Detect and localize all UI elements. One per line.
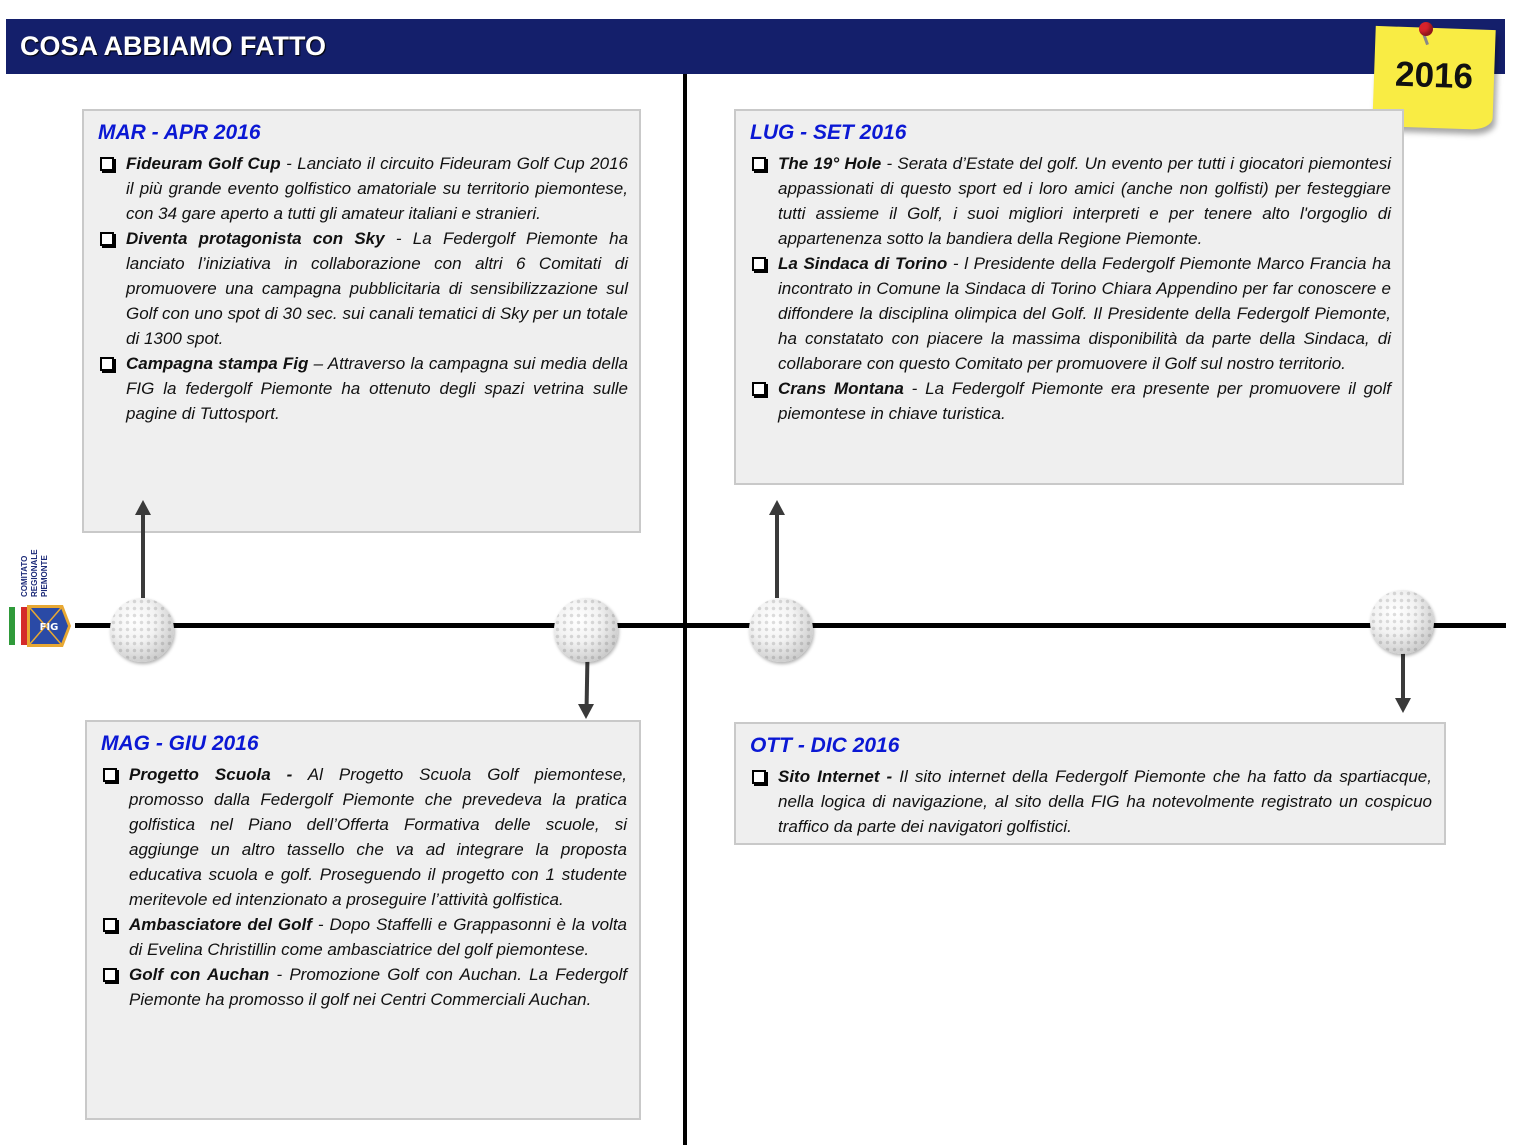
- list-item: [101, 962, 627, 1012]
- checkbox-bullet-icon: [752, 382, 766, 396]
- item-text: Lanciato il circuito Fideuram Golf Cup 2016 il più grande evento golfistico amatoriale su territorio piemontese, con 34 gare aperto a tutti gli amateur italiani e stranieri.: [126, 154, 628, 223]
- item-text: l Presidente della Federgolf Piemonte Marco Francia ha incontrato in Comune la Sindaca di Torino Chiara Appendino per far conoscere e diffondere la disciplina olimpica del Golf. Il Presidente della Federgolf Piemonte, ha constatato con piacere la massima disponibilità da parte della Sindaca, di collaborare con questo Comitato per promuovere il Golf sul nostro territorio.: [778, 254, 1391, 373]
- logo-line-3: PIEMONTE: [40, 555, 49, 597]
- item-heading: The 19° Hole: [778, 154, 882, 173]
- arrow-down-ott-dic: [1401, 652, 1405, 700]
- period-title: MAR - APR 2016: [98, 121, 261, 144]
- item-text: Al Progetto Scuola Golf piemontese, promosso dalla Federgolf Piemonte che prevedeva la pratica golfistica nel Piano dell’Offerta Formativa delle scuole, si aggiunge un altro tassello che va ad integrare la proposta educativa scuola e golf. Proseguendo il progetto con 1 studente meritevole ed intenzionato a proseguire l’attività golfistica.: [129, 765, 628, 909]
- checkbox-bullet-icon: [752, 257, 766, 271]
- arrow-up-mar-apr: [141, 512, 145, 598]
- golf-ball-icon: [554, 598, 618, 662]
- item-text: Promozione Golf con Auchan. La Federgolf Piemonte ha promosso il golf nei Centri Commerciali Auchan.: [129, 965, 628, 1009]
- list-item: [98, 226, 628, 351]
- checkbox-bullet-icon: [103, 968, 117, 982]
- period-box-mar-apr: [82, 109, 641, 533]
- logo-line-2: REGIONALE: [30, 549, 39, 597]
- item-heading: Sito Internet -: [778, 767, 893, 786]
- checkbox-bullet-icon: [100, 357, 114, 371]
- list-item: [101, 912, 627, 962]
- item-heading: Campagna stampa Fig: [126, 354, 309, 373]
- list-item: [98, 151, 628, 226]
- item-separator: -: [311, 915, 330, 934]
- period-items-list: [750, 151, 1391, 426]
- golf-ball-icon: [749, 598, 813, 662]
- committee-logo-text: [18, 545, 78, 600]
- item-separator: -: [269, 965, 290, 984]
- year-label: 2016: [1394, 54, 1474, 97]
- item-text: La Federgolf Piemonte ha lanciato l’iniziativa in collaborazione con altri 6 Comitati di promuovere una campagna pubblicitaria di sensibilizzazione sul Golf con uno spot di 30 sec. sui canali tematici di Sky per un totale di 1300 spot.: [126, 229, 629, 348]
- item-separator: [292, 765, 307, 784]
- list-item: [98, 351, 628, 426]
- arrow-up-lug-set: [775, 512, 779, 598]
- item-separator: -: [947, 254, 965, 273]
- timeline-vertical-axis: [683, 74, 687, 1145]
- logo-shield-text: FIG: [39, 622, 59, 633]
- arrow-head-down-icon: [578, 704, 594, 719]
- item-text: Il sito internet della Federgolf Piemonte che ha fatto da spartiacque, nella logica di navigazione, al sito della FIG ha notevolmente registrato un cospicuo traffico da parte dei navigatori golfistici.: [778, 767, 1432, 836]
- checkbox-bullet-icon: [752, 157, 766, 171]
- list-item: [750, 151, 1391, 251]
- list-item: [750, 251, 1391, 376]
- period-items-list: [101, 762, 627, 1012]
- item-separator: -: [384, 229, 413, 248]
- period-box-lug-set: [734, 109, 1404, 485]
- item-separator: -: [280, 154, 298, 173]
- period-title: MAG - GIU 2016: [101, 732, 259, 755]
- period-box-mag-giu: [85, 720, 641, 1120]
- checkbox-bullet-icon: [100, 157, 114, 171]
- arrow-down-mag-giu: [585, 660, 590, 706]
- period-box-ott-dic: [734, 722, 1446, 845]
- item-separator: –: [308, 354, 328, 373]
- checkbox-bullet-icon: [100, 232, 114, 246]
- item-heading: Golf con Auchan: [129, 965, 270, 984]
- list-item: [750, 764, 1432, 839]
- item-separator: -: [903, 379, 926, 398]
- item-heading: Ambasciatore del Golf: [129, 915, 312, 934]
- checkbox-bullet-icon: [103, 918, 117, 932]
- period-title: LUG - SET 2016: [750, 121, 907, 144]
- item-separator: -: [881, 154, 898, 173]
- item-heading: Progetto Scuola -: [129, 765, 293, 784]
- logo-line-1: COMITATO: [20, 555, 29, 597]
- pushpin-icon: [1419, 22, 1433, 36]
- checkbox-bullet-icon: [103, 768, 117, 782]
- golf-ball-icon: [1370, 590, 1434, 654]
- arrow-head-down-icon: [1395, 698, 1411, 713]
- header-bar: [6, 19, 1505, 74]
- item-heading: Crans Montana: [778, 379, 904, 398]
- golf-ball-icon: [110, 598, 174, 662]
- item-heading: La Sindaca di Torino: [778, 254, 948, 273]
- item-heading: Fideuram Golf Cup: [126, 154, 281, 173]
- item-text: Serata d’Estate del golf. Un evento per tutti i giocatori piemontesi appassionati di questo sport ed i loro amici (anche non golfisti) per festeggiare tutti assieme il Golf, i suoi migliori interpreti e per tenere alto l'orgoglio di appartenenza sotto la bandiera della Regione Piemonte.: [778, 154, 1391, 248]
- item-text: La Federgolf Piemonte era presente per promuovere il golf piemontese in chiave turistica.: [778, 379, 1391, 423]
- arrow-head-up-icon: [769, 500, 785, 515]
- page-title: COSA ABBIAMO FATTO: [20, 31, 326, 61]
- item-text: Attraverso la campagna sui media della FIG la federgolf Piemonte ha ottenuto degli spazi vetrina sulle pagine di Tuttosport.: [126, 354, 628, 423]
- period-items-list: [98, 151, 628, 426]
- checkbox-bullet-icon: [752, 770, 766, 784]
- item-heading: Diventa protagonista con Sky: [126, 229, 385, 248]
- list-item: [101, 762, 627, 912]
- arrow-head-up-icon: [135, 500, 151, 515]
- item-text: Dopo Staffelli e Grappasonni è la volta di Evelina Christillin come ambasciatrice del golf piemontese.: [129, 915, 628, 959]
- fig-shield-logo-icon: [9, 603, 72, 649]
- list-item: [750, 376, 1391, 426]
- period-items-list: [750, 764, 1432, 839]
- period-title: OTT - DIC 2016: [750, 734, 900, 757]
